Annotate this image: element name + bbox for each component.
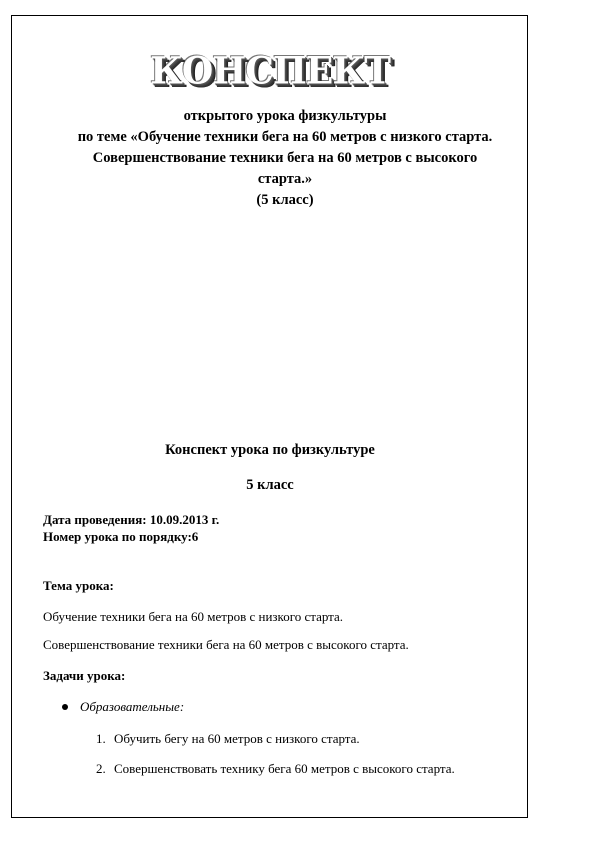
wordart-title: КОНСПЕКТ xyxy=(150,48,390,94)
bullet-dot-icon xyxy=(62,704,68,710)
tasks-heading: Задачи урока: xyxy=(43,668,126,683)
task-item-text: Обучить бегу на 60 метров с низкого старта. xyxy=(114,731,360,746)
task-item xyxy=(96,761,455,777)
task-item-text: Совершенствовать технику бега 60 метров с высокого старта. xyxy=(114,761,455,776)
title-line-5: (5 класс) xyxy=(256,192,314,208)
title-line-2: по теме «Обучение техники бега на 60 метров с низкого старта. xyxy=(77,129,493,145)
section-class: 5 класс xyxy=(246,477,294,493)
task-item-number: 1. xyxy=(96,731,106,746)
topic-line-2: Совершенствование техники бега на 60 метров с высокого старта. xyxy=(43,637,409,652)
title-line-1: открытого урока физкультуры xyxy=(183,108,387,124)
lesson-number: Номер урока по порядку:6 xyxy=(43,529,199,544)
tasks-bullet xyxy=(62,699,184,715)
bullet-text: Образовательные: xyxy=(80,699,185,714)
section-heading: Конспект урока по физкультуре xyxy=(165,442,375,458)
title-block xyxy=(30,106,540,211)
lesson-meta xyxy=(43,511,219,545)
title-line-4: старта.» xyxy=(257,171,313,187)
title-line-3: Совершенствование техники бега на 60 метров с высокого xyxy=(92,150,478,166)
topic-line-1: Обучение техники бега на 60 метров с низкого старта. xyxy=(43,609,344,624)
topic-heading: Тема урока: xyxy=(43,578,114,593)
lesson-date: Дата проведения: 10.09.2013 г. xyxy=(43,512,220,527)
task-item xyxy=(96,731,360,747)
task-item-number: 2. xyxy=(96,761,106,776)
